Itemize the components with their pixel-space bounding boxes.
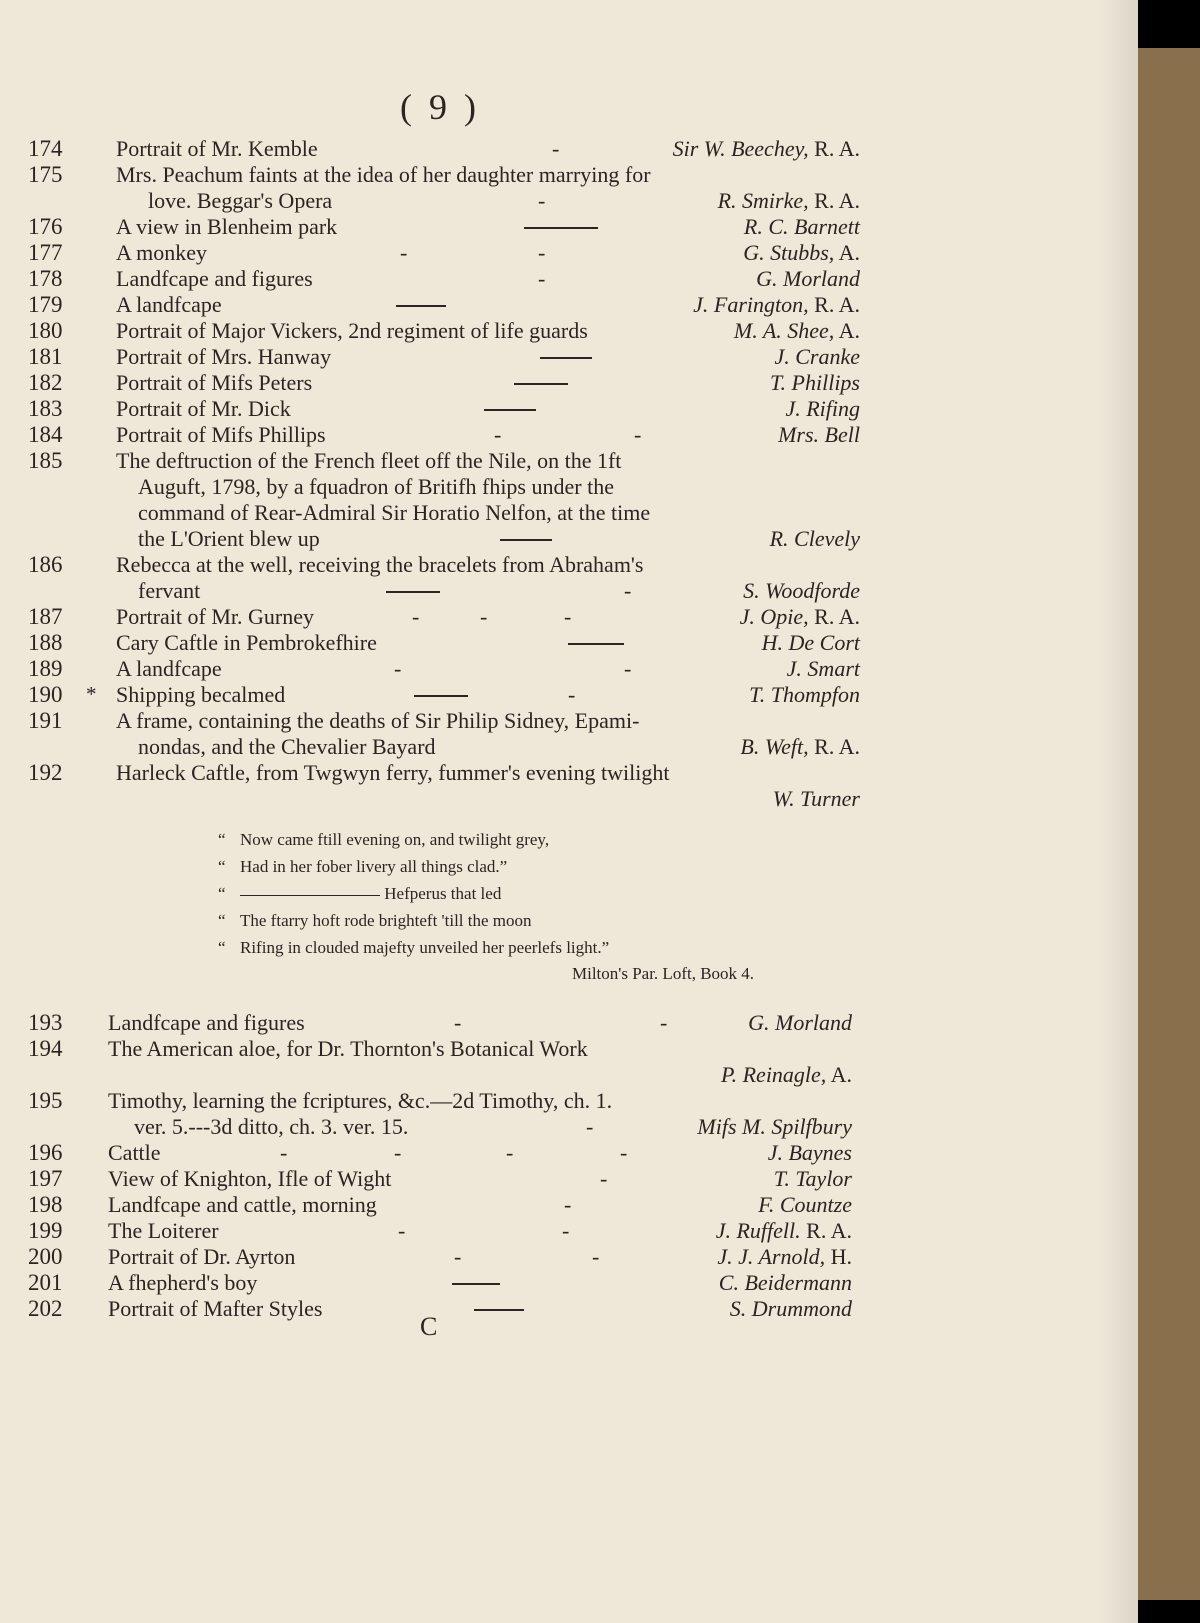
artist-name: T. Phillips	[769, 370, 860, 395]
quote-mark: “	[218, 857, 226, 876]
entry-184	[0, 422, 1138, 448]
artist-rank: R. A.	[808, 604, 860, 629]
entry-179	[0, 292, 1138, 318]
separator-rule	[500, 539, 552, 541]
entry-number: 182	[28, 370, 63, 395]
entry-183	[0, 396, 1138, 422]
entry-title: A landfcape	[116, 656, 222, 681]
entry-title: Landfcape and cattle, morning	[108, 1192, 377, 1217]
separator-hyphen: -	[480, 604, 488, 629]
entry-title: Portrait of Mifs Phillips	[116, 422, 326, 447]
entry-number: 187	[28, 604, 63, 629]
separator-rule	[524, 227, 598, 229]
entry-186-continued	[0, 578, 1138, 604]
entry-title: A landfcape	[116, 292, 222, 317]
entry-195	[0, 1088, 1138, 1114]
entry-192-continued	[0, 786, 1138, 812]
entry-title: Mrs. Peachum faints at the idea of her daughter marrying for	[116, 162, 651, 187]
entry-artist	[785, 396, 860, 422]
separator-hyphen: -	[538, 266, 546, 291]
entry-artist	[743, 578, 860, 604]
entry-number: 175	[28, 162, 63, 187]
artist-name: H. De Cort	[761, 630, 860, 655]
entry-title: The American aloe, for Dr. Thornton's Botanical Work	[108, 1036, 588, 1061]
entry-title: Portrait of Mifs Peters	[116, 370, 313, 395]
quote-mark: “	[218, 884, 226, 903]
artist-name: J. Smart	[786, 656, 860, 681]
entry-title-continued: command of Rear-Admiral Sir Horatio Nelfon, at the time	[138, 500, 651, 525]
entry-title: Timothy, learning the fcriptures, &c.—2d Timothy, ch. 1.	[108, 1088, 613, 1113]
artist-rank: A.	[834, 318, 860, 343]
asterisk-mark: *	[86, 682, 97, 706]
entry-title: Cattle	[108, 1140, 161, 1165]
entry-number: 179	[28, 292, 63, 317]
separator-hyphen: -	[552, 136, 560, 161]
entry-artist	[716, 1218, 852, 1244]
separator-rule	[396, 305, 446, 307]
artist-name: T. Thompfon	[749, 682, 860, 707]
artist-name: P. Reinagle,	[721, 1062, 827, 1087]
entry-title: Landfcape and figures	[108, 1010, 305, 1035]
separator-rule	[414, 695, 468, 697]
quote-line: “ Rifing in clouded majefty unveiled her peerlefs light.”	[218, 938, 610, 957]
artist-name: W. Turner	[772, 786, 860, 811]
quote-attribution: Milton's Par. Loft, Book 4.	[572, 964, 755, 983]
artist-rank: R. A.	[800, 1218, 852, 1243]
entry-number: 181	[28, 344, 63, 369]
entry-title: Landfcape and figures	[116, 266, 313, 291]
entry-title: Cary Caftle in Pembrokefhire	[116, 630, 377, 655]
artist-name: T. Taylor	[773, 1166, 852, 1191]
quote-line: “ Hefperus that led	[218, 884, 502, 903]
entry-artist	[693, 292, 860, 318]
artist-name: C. Beidermann	[718, 1270, 852, 1295]
entry-193	[0, 1010, 1138, 1036]
entry-artist	[768, 1140, 852, 1166]
entry-artist	[762, 630, 860, 656]
entry-title-continued: the L'Orient blew up	[138, 526, 320, 551]
entry-195-continued	[0, 1114, 1138, 1140]
entry-artist	[673, 136, 860, 162]
separator-hyphen: -	[494, 422, 502, 447]
entry-number: 178	[28, 266, 63, 291]
quote-ellipsis-rule	[240, 895, 380, 896]
entry-number: 195	[28, 1088, 63, 1113]
entry-title: Portrait of Mr. Dick	[116, 396, 291, 421]
entry-176	[0, 214, 1138, 240]
entry-title: Portrait of Dr. Ayrton	[108, 1244, 296, 1269]
entry-artist	[721, 1062, 852, 1088]
entry-number: 174	[28, 136, 63, 161]
artist-name: G. Morland	[748, 1010, 852, 1035]
entry-artist	[773, 786, 860, 812]
separator-hyphen: -	[568, 682, 576, 707]
entry-artist	[740, 734, 860, 760]
entry-197	[0, 1166, 1138, 1192]
entry-number: 202	[28, 1296, 63, 1321]
entry-189	[0, 656, 1138, 682]
entry-185-continued	[0, 526, 1138, 552]
artist-name: S. Woodforde	[743, 578, 860, 603]
entry-number: 189	[28, 656, 63, 681]
quote-line: “ The ftarry hoft rode brighteft 'till the moon	[218, 911, 532, 930]
entry-number: 198	[28, 1192, 63, 1217]
entry-title: A view in Blenheim park	[116, 214, 338, 239]
entry-title: Portrait of Mrs. Hanway	[116, 344, 332, 369]
entry-artist	[787, 656, 860, 682]
entry-artist	[730, 1296, 852, 1322]
quote-mark: “	[218, 911, 226, 930]
entry-number: 194	[28, 1036, 63, 1061]
artist-name: M. A. Shee,	[733, 318, 835, 343]
artist-rank: R. A.	[808, 136, 860, 161]
artist-name: J. Farington,	[693, 292, 809, 317]
artist-name: S. Drummond	[729, 1296, 852, 1321]
entry-artist	[717, 1244, 852, 1270]
entry-title: A monkey	[116, 240, 208, 265]
entry-178	[0, 266, 1138, 292]
separator-hyphen: -	[564, 604, 572, 629]
entry-182	[0, 370, 1138, 396]
entry-number: 201	[28, 1270, 63, 1295]
separator-hyphen: -	[538, 188, 546, 213]
entry-title-continued: nondas, and the Chevalier Bayard	[138, 734, 436, 759]
entry-180	[0, 318, 1138, 344]
artist-name: J. Opie,	[739, 604, 809, 629]
artist-name: R. Smirke,	[717, 188, 809, 213]
entry-title: The Loiterer	[108, 1218, 219, 1243]
entry-191-continued	[0, 734, 1138, 760]
artist-rank: A.	[834, 240, 860, 265]
entry-194-continued	[0, 1062, 1138, 1088]
separator-rule	[474, 1309, 524, 1311]
artist-name: J. Rifing	[785, 396, 860, 421]
entry-number: 180	[28, 318, 63, 343]
separator-rule	[514, 383, 568, 385]
entry-190	[0, 682, 1138, 708]
entry-artist	[756, 266, 860, 292]
entry-number: 176	[28, 214, 63, 239]
separator-rule	[386, 591, 440, 593]
entry-artist	[778, 422, 860, 448]
entry-187	[0, 604, 1138, 630]
separator-hyphen: -	[586, 1114, 594, 1139]
entry-174	[0, 136, 1138, 162]
entry-title: View of Knighton, Ifle of Wight	[108, 1166, 392, 1191]
separator-hyphen: -	[564, 1192, 572, 1217]
entry-number: 186	[28, 552, 63, 577]
artist-rank: R. A.	[808, 188, 860, 213]
entry-title: Portrait of Major Vickers, 2nd regiment of life guards	[116, 318, 588, 343]
entry-title-continued: Auguft, 1798, by a fquadron of Britifh fhips under the	[138, 474, 614, 499]
quote-mark: “	[218, 938, 226, 957]
entry-artist	[718, 188, 860, 214]
artist-rank: R. A.	[808, 734, 860, 759]
separator-hyphen: -	[412, 604, 420, 629]
entry-181	[0, 344, 1138, 370]
entry-number: 191	[28, 708, 63, 733]
entry-199	[0, 1218, 1138, 1244]
artist-name: F. Countze	[758, 1192, 852, 1217]
entry-number: 193	[28, 1010, 63, 1035]
separator-hyphen: -	[400, 240, 408, 265]
quote-line: “ Had in her fober livery all things clad.”	[218, 857, 508, 876]
entry-title: A fhepherd's boy	[108, 1270, 258, 1295]
entry-title: Portrait of Mr. Gurney	[116, 604, 314, 629]
entry-200	[0, 1244, 1138, 1270]
artist-name: Mrs. Bell	[778, 422, 860, 447]
entry-title: The deftruction of the French fleet off the Nile, on the 1ft	[116, 448, 622, 473]
entry-title: Shipping becalmed	[116, 682, 286, 707]
entry-191	[0, 708, 1138, 734]
signature-mark: C	[420, 1312, 438, 1341]
separator-hyphen: -	[394, 656, 402, 681]
entry-number: 183	[28, 396, 63, 421]
artist-name: J. Baynes	[767, 1140, 852, 1165]
entry-185	[0, 448, 1138, 474]
separator-hyphen: -	[620, 1140, 628, 1165]
entry-artist	[719, 1270, 852, 1296]
artist-name: R. C. Barnett	[743, 214, 860, 239]
entry-number: 177	[28, 240, 63, 265]
separator-hyphen: -	[634, 422, 642, 447]
quote-mark: “	[218, 830, 226, 849]
entry-artist	[774, 344, 860, 370]
separator-hyphen: -	[592, 1244, 600, 1269]
entry-artist	[749, 682, 860, 708]
entry-number: 197	[28, 1166, 63, 1191]
artist-rank: A.	[826, 1062, 852, 1087]
entry-number: 188	[28, 630, 63, 655]
entry-artist	[758, 1192, 852, 1218]
entry-title-continued: fervant	[138, 578, 201, 603]
separator-hyphen: -	[454, 1244, 462, 1269]
quote-line: “ Now came ftill evening on, and twilight grey,	[218, 830, 550, 849]
separator-hyphen: -	[454, 1010, 462, 1035]
entry-201	[0, 1270, 1138, 1296]
artist-name: J. J. Arnold,	[717, 1244, 826, 1269]
separator-rule	[452, 1283, 500, 1285]
entry-artist	[748, 1010, 852, 1036]
entry-number: 196	[28, 1140, 63, 1165]
artist-rank: R. A.	[808, 292, 860, 317]
artist-name: R. Clevely	[769, 526, 860, 551]
entry-188	[0, 630, 1138, 656]
entry-175	[0, 162, 1138, 188]
separator-hyphen: -	[506, 1140, 514, 1165]
entry-artist	[770, 526, 860, 552]
separator-hyphen: -	[562, 1218, 570, 1243]
entry-title: Portrait of Mafter Styles	[108, 1296, 323, 1321]
entry-title: A frame, containing the deaths of Sir Philip Sidney, Epami-	[116, 708, 640, 733]
separator-hyphen: -	[624, 578, 632, 603]
entry-196	[0, 1140, 1138, 1166]
separator-hyphen: -	[624, 656, 632, 681]
separator-hyphen: -	[394, 1140, 402, 1165]
entry-192	[0, 760, 1138, 786]
artist-name: G. Morland	[756, 266, 860, 291]
separator-hyphen: -	[600, 1166, 608, 1191]
artist-name: Mifs M. Spilfbury	[697, 1114, 852, 1139]
artist-rank: H.	[825, 1244, 852, 1269]
separator-hyphen: -	[660, 1010, 668, 1035]
entry-artist	[744, 214, 860, 240]
entry-number: 190	[28, 682, 63, 707]
entry-number: 199	[28, 1218, 63, 1243]
entry-177	[0, 240, 1138, 266]
artist-name: J. Ruffell.	[715, 1218, 801, 1243]
artist-name: G. Stubbs,	[743, 240, 835, 265]
entry-number: 200	[28, 1244, 63, 1269]
entry-title-continued: ver. 5.---3d ditto, ch. 3. ver. 15.	[134, 1114, 409, 1139]
entry-title: Portrait of Mr. Kemble	[116, 136, 318, 161]
separator-rule	[484, 409, 536, 411]
separator-hyphen: -	[280, 1140, 288, 1165]
entry-number: 185	[28, 448, 63, 473]
entry-number: 192	[28, 760, 63, 785]
entry-artist	[770, 370, 860, 396]
artist-name: Sir W. Beechey,	[672, 136, 809, 161]
entry-186	[0, 552, 1138, 578]
entry-194	[0, 1036, 1138, 1062]
separator-hyphen: -	[398, 1218, 406, 1243]
entry-artist	[774, 1166, 852, 1192]
entry-title: Harleck Caftle, from Twgwyn ferry, fummer's evening twilight	[116, 760, 670, 785]
artist-name: J. Cranke	[774, 344, 860, 369]
entry-title-continued: love. Beggar's Opera	[148, 188, 333, 213]
entry-number: 184	[28, 422, 63, 447]
page-header: ( 9 )	[400, 87, 480, 127]
entry-175-continued	[0, 188, 1138, 214]
separator-hyphen: -	[538, 240, 546, 265]
entry-title: Rebecca at the well, receiving the bracelets from Abraham's	[116, 552, 644, 577]
entry-185-continued	[0, 474, 1138, 500]
entry-artist	[734, 318, 860, 344]
entry-artist	[697, 1114, 852, 1140]
entry-artist	[743, 240, 860, 266]
separator-rule	[568, 643, 624, 645]
entry-202	[0, 1296, 1138, 1322]
entry-artist	[740, 604, 860, 630]
artist-name: B. Weft,	[740, 734, 809, 759]
entry-185-continued	[0, 500, 1138, 526]
separator-rule	[540, 357, 592, 359]
entry-198	[0, 1192, 1138, 1218]
